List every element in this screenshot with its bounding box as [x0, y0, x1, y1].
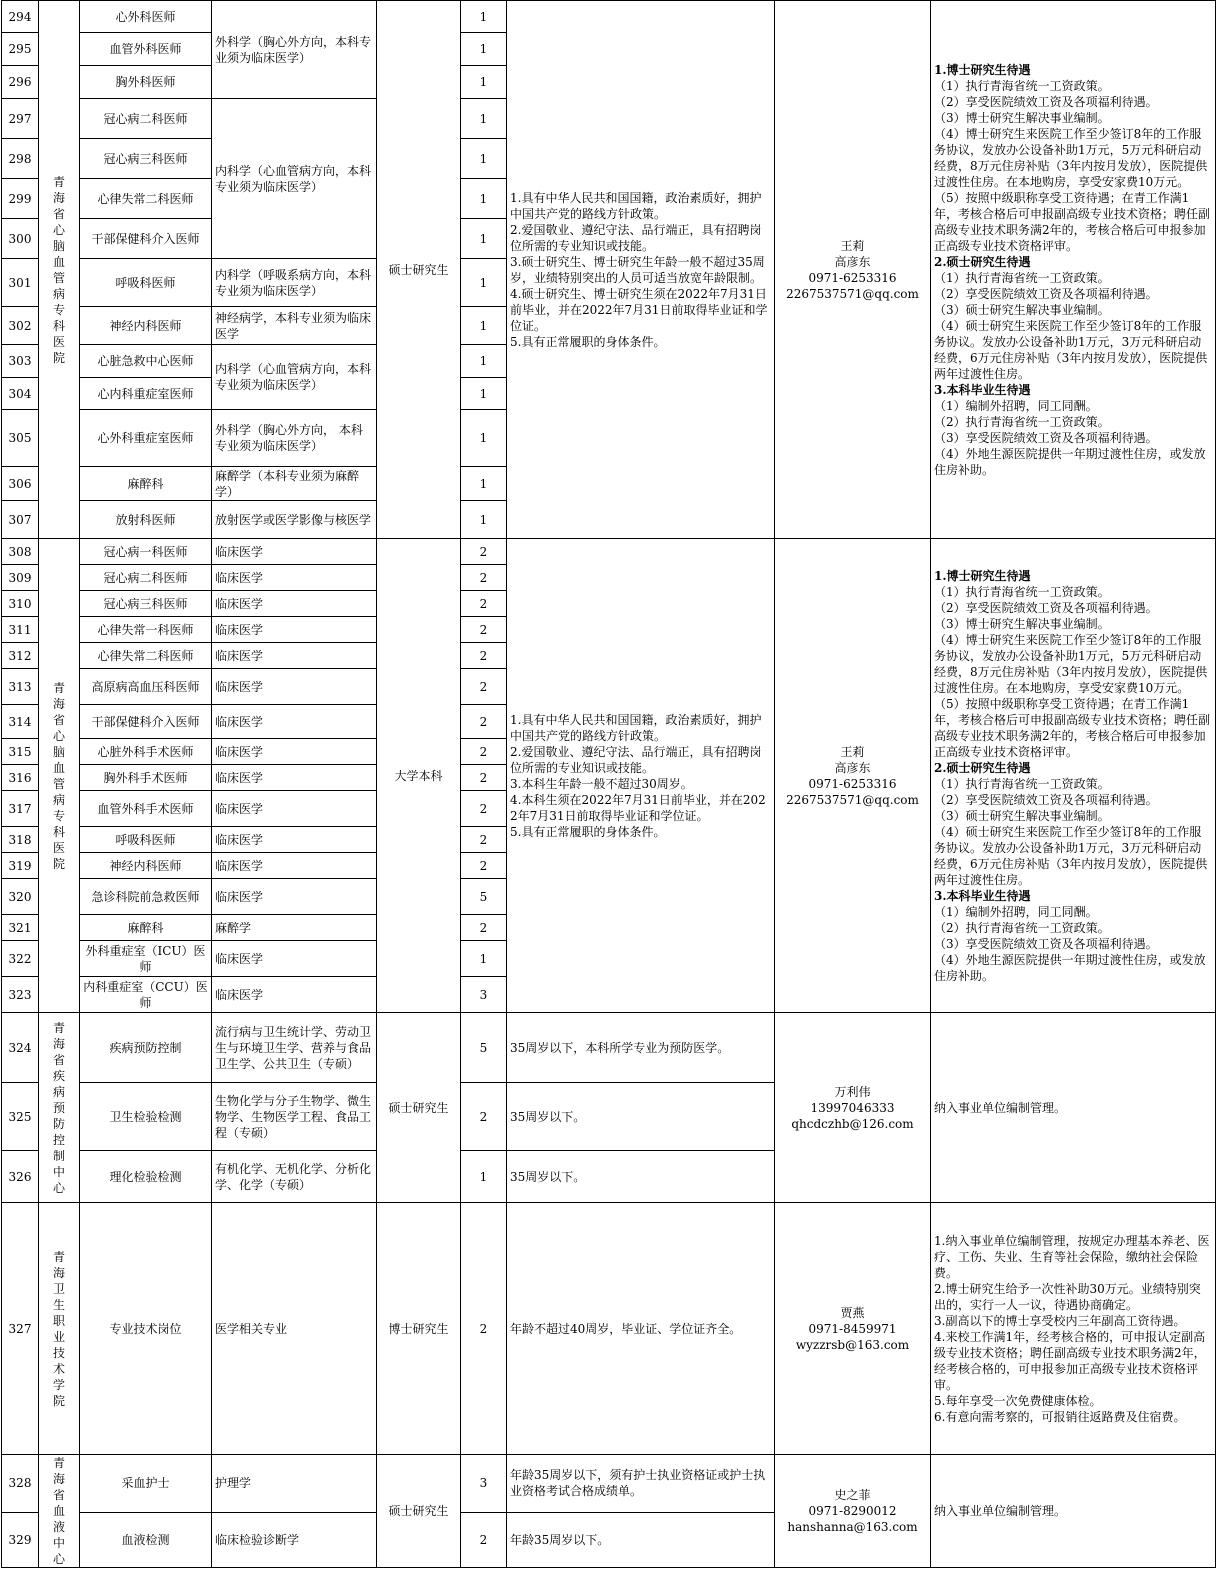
benefit-heading: 3.本科毕业生待遇: [934, 382, 1031, 397]
unit-name: 青 海 省 血 液 中 心: [39, 1455, 80, 1568]
row-number: 316: [2, 765, 39, 791]
post-name: 冠心病一科医师: [80, 539, 212, 565]
other-requirements: 35周岁以下。: [507, 1151, 775, 1203]
table-row: [2, 1, 1216, 33]
contact-line: 0971-6253316: [808, 270, 897, 285]
benefit-item: （3）博士研究生解决事业编制。: [934, 616, 1110, 631]
row-number: 307: [2, 501, 39, 539]
benefit-item: （1）编制外招聘，同工同酬。: [934, 398, 1098, 413]
headcount: 1: [461, 467, 507, 501]
benefit-item: （2）执行青海省统一工资政策。: [934, 414, 1110, 429]
contact-line: 2267537571@qq.com: [786, 286, 919, 301]
benefit-item: （5）按照中级职称享受工资待遇；在青工作满1年，考核合格后可申报副高级专业技术资格；聘任副高级专业技术职务满2年的，考核合格后可申报参加正高级专业技术资格评审。: [934, 696, 1211, 759]
post-name: 心律失常二科医师: [80, 179, 212, 219]
major-requirement: 临床医学: [212, 739, 377, 765]
benefits: 纳入事业单位编制管理。: [931, 1013, 1216, 1203]
headcount: 1: [461, 501, 507, 539]
post-name: 心脏外科手术医师: [80, 739, 212, 765]
education-level: 博士研究生: [377, 1203, 461, 1455]
post-name: 心律失常一科医师: [80, 617, 212, 643]
benefit-item: （4）硕士研究生来医院工作至少签订8年的工作服务协议。发放办公设备补助1万元，3万元科研启动经费，6万元住房补贴（3年内按月发放），医院提供两年过渡性住房。: [934, 318, 1208, 381]
row-number: 328: [2, 1455, 39, 1513]
headcount: 2: [461, 591, 507, 617]
row-number: 301: [2, 259, 39, 307]
contact-line: 贾燕: [840, 1305, 865, 1320]
post-name: 急诊科院前急救医师: [80, 879, 212, 915]
row-number: 313: [2, 669, 39, 705]
major-requirement: 临床医学: [212, 565, 377, 591]
table-row: [2, 1455, 1216, 1513]
benefit-item: （3）硕士研究生解决事业编制。: [934, 808, 1110, 823]
headcount: 1: [461, 1, 507, 33]
row-number: 306: [2, 467, 39, 501]
requirement-line: 5.具有正常履职的身体条件。: [510, 824, 666, 839]
contact-line: 2267537571@qq.com: [786, 792, 919, 807]
row-number: 310: [2, 591, 39, 617]
row-number: 321: [2, 915, 39, 941]
benefit-line: 5.每年享受一次免费健康体检。: [934, 1393, 1102, 1408]
major-requirement: 放射医学或医学影像与核医学: [212, 501, 377, 539]
major-requirement: 临床医学: [212, 879, 377, 915]
major-requirement: 生物化学与分子生物学、微生物学、生物医学工程、食品工程（专硕）: [212, 1083, 377, 1151]
post-name: 疾病预防控制: [80, 1013, 212, 1083]
headcount: 2: [461, 669, 507, 705]
post-name: 麻醉科: [80, 915, 212, 941]
major-requirement: 神经病学，本科专业须为临床医学: [212, 307, 377, 345]
major-requirement: 流行病与卫生统计学、劳动卫生与环境卫生学、营养与食品卫生学、公共卫生（专硕）: [212, 1013, 377, 1083]
headcount: 2: [461, 565, 507, 591]
row-number: 312: [2, 643, 39, 669]
contact-line: qhcdczhb@126.com: [791, 1116, 914, 1131]
major-requirement: 医学相关专业: [212, 1203, 377, 1455]
post-name: 干部保健科介入医师: [80, 219, 212, 259]
post-name: 血液检测: [80, 1512, 212, 1567]
row-number: 329: [2, 1512, 39, 1567]
headcount: 1: [461, 941, 507, 977]
row-number: 320: [2, 879, 39, 915]
benefit-heading: 1.博士研究生待遇: [934, 62, 1031, 77]
major-requirement: 临床医学: [212, 643, 377, 669]
headcount: 2: [461, 827, 507, 853]
major-requirement: 临床医学: [212, 791, 377, 827]
row-number: 303: [2, 345, 39, 378]
unit-name: 青 海 卫 生 职 业 技 术 学 院: [39, 1203, 80, 1455]
major-requirement: 临床医学: [212, 539, 377, 565]
contact-line: 万利伟: [834, 1084, 871, 1099]
row-number: 317: [2, 791, 39, 827]
row-number: 294: [2, 1, 39, 33]
row-number: 315: [2, 739, 39, 765]
major-requirement: 临床医学: [212, 705, 377, 739]
row-number: 327: [2, 1203, 39, 1455]
contact-info: [775, 539, 931, 1013]
table-row: [2, 539, 1216, 565]
benefit-item: （2）享受医院绩效工资及各项福利待遇。: [934, 286, 1158, 301]
row-number: 296: [2, 66, 39, 99]
contact-info: [775, 1, 931, 539]
benefit-item: （4）博士研究生来医院工作至少签订8年的工作服务协议，发放办公设备补助1万元，5万元科研启动经费，8万元住房补贴（3年内按月发放），医院提供过渡性住房。在本地购房，享受安家费10万元。: [934, 632, 1208, 695]
requirement-line: 2.爱国敬业、遵纪守法、品行端正，具有招聘岗位所需的专业知识或技能。: [510, 744, 762, 775]
education-level: 硕士研究生: [377, 1455, 461, 1568]
benefit-line: 2.博士研究生给予一次性补助30万元。业绩特别突出的，实行一人一议，待遇协商确定。: [934, 1281, 1201, 1312]
headcount: 1: [461, 378, 507, 410]
post-name: 呼吸科医师: [80, 827, 212, 853]
post-name: 心外科重症室医师: [80, 410, 212, 467]
post-name: 心脏急救中心医师: [80, 345, 212, 378]
row-number: 314: [2, 705, 39, 739]
row-number: 323: [2, 977, 39, 1013]
benefit-item: （4）外地生源医院提供一年期过渡性住房，或发放住房补助。: [934, 446, 1206, 477]
contact-line: 0971-8459971: [808, 1321, 897, 1336]
major-requirement: 内科学（心血管病方向，本科专业须为临床医学）: [212, 345, 377, 410]
headcount: 1: [461, 99, 507, 139]
headcount: 2: [461, 853, 507, 879]
benefit-line: 4.来校工作满1年，经考核合格的，可申报认定副高级专业技术资格；聘任副高级专业技术职务满2年，经考核合格的，可申报参加正高级专业技术资格评审。: [934, 1329, 1206, 1392]
post-name: 心律失常二科医师: [80, 643, 212, 669]
table-row: [2, 1013, 1216, 1083]
headcount: 2: [461, 1512, 507, 1567]
post-name: 麻醉科: [80, 467, 212, 501]
recruitment-table: [1, 0, 1216, 1568]
row-number: 295: [2, 33, 39, 66]
row-number: 309: [2, 565, 39, 591]
unit-name: 青 海 省 心 脑 血 管 病 专 科 医 院: [39, 1, 80, 539]
headcount: 5: [461, 1013, 507, 1083]
requirement-line: 1.具有中华人民共和国国籍，政治素质好，拥护中国共产党的路线方针政策。: [510, 712, 762, 743]
requirement-line: 3.本科生年龄一般不超过30周岁。: [510, 776, 693, 791]
contact-line: 13997046333: [810, 1100, 895, 1115]
other-requirements: 年龄35周岁以下。: [507, 1512, 775, 1567]
benefit-item: （1）编制外招聘，同工同酬。: [934, 904, 1098, 919]
post-name: 冠心病三科医师: [80, 591, 212, 617]
post-name: 冠心病二科医师: [80, 565, 212, 591]
benefit-item: （1）执行青海省统一工资政策。: [934, 776, 1110, 791]
post-name: 神经内科医师: [80, 307, 212, 345]
contact-line: 高彦东: [834, 254, 871, 269]
major-requirement: 临床医学: [212, 617, 377, 643]
benefit-item: （1）执行青海省统一工资政策。: [934, 78, 1110, 93]
headcount: 1: [461, 219, 507, 259]
benefit-item: （2）享受医院绩效工资及各项福利待遇。: [934, 94, 1158, 109]
major-requirement: 临床医学: [212, 591, 377, 617]
major-requirement: 临床检验诊断学: [212, 1512, 377, 1567]
major-requirement: 临床医学: [212, 827, 377, 853]
major-requirement: 外科学（胸心外方向， 本科专业须为临床医学）: [212, 410, 377, 467]
major-requirement: 外科学（胸心外方向，本科专业须为临床医学）: [212, 1, 377, 99]
post-name: 心内科重症室医师: [80, 378, 212, 410]
contact-line: 王莉: [840, 238, 865, 253]
contact-line: 高彦东: [834, 760, 871, 775]
benefits: [931, 539, 1216, 1013]
benefit-line: 1.纳入事业单位编制管理，按规定办理基本养老、医疗、工伤、失业、生育等社会保险，缴纳社会保险费。: [934, 1233, 1210, 1280]
headcount: 2: [461, 643, 507, 669]
contact-line: 0971-6253316: [808, 776, 897, 791]
headcount: 5: [461, 879, 507, 915]
benefit-line: 6.有意向需考察的，可报销往返路费及住宿费。: [934, 1409, 1186, 1424]
requirement-line: 5.具有正常履职的身体条件。: [510, 334, 666, 349]
row-number: 326: [2, 1151, 39, 1203]
post-name: 高原病高血压科医师: [80, 669, 212, 705]
post-name: 采血护士: [80, 1455, 212, 1513]
contact-info: [775, 1455, 931, 1568]
post-name: 冠心病二科医师: [80, 99, 212, 139]
other-requirements: [507, 1, 775, 539]
row-number: 325: [2, 1083, 39, 1151]
contact-line: 史之菲: [834, 1488, 871, 1502]
benefit-item: （4）博士研究生来医院工作至少签订8年的工作服务协议，发放办公设备补助1万元，5万元科研启动经费，8万元住房补贴（3年内按月发放），医院提供过渡性住房。在本地购房，享受安家费10万元。: [934, 126, 1208, 189]
row-number: 308: [2, 539, 39, 565]
row-number: 299: [2, 179, 39, 219]
major-requirement: 麻醉学: [212, 915, 377, 941]
headcount: 1: [461, 139, 507, 179]
headcount: 1: [461, 410, 507, 467]
headcount: 2: [461, 1083, 507, 1151]
headcount: 2: [461, 1203, 507, 1455]
row-number: 302: [2, 307, 39, 345]
other-requirements: 年龄不超过40周岁，毕业证、学位证齐全。: [507, 1203, 775, 1455]
major-requirement: 临床医学: [212, 669, 377, 705]
headcount: 2: [461, 765, 507, 791]
benefit-heading: 3.本科毕业生待遇: [934, 888, 1031, 903]
contact-info: [775, 1013, 931, 1203]
contact-line: hanshanna@163.com: [787, 1520, 918, 1534]
benefit-heading: 1.博士研究生待遇: [934, 568, 1031, 583]
benefit-item: （4）硕士研究生来医院工作至少签订8年的工作服务协议。发放办公设备补助1万元，3万元科研启动经费，6万元住房补贴（3年内按月发放），医院提供两年过渡性住房。: [934, 824, 1208, 887]
benefit-item: （3）享受医院绩效工资及各项福利待遇。: [934, 936, 1158, 951]
post-name: 胸外科手术医师: [80, 765, 212, 791]
row-number: 322: [2, 941, 39, 977]
post-name: 血管外科手术医师: [80, 791, 212, 827]
benefit-heading: 2.硕士研究生待遇: [934, 760, 1031, 775]
headcount: 1: [461, 345, 507, 378]
contact-line: 0971-8290012: [808, 1504, 897, 1518]
benefits: [931, 1203, 1216, 1455]
major-requirement: 临床医学: [212, 941, 377, 977]
row-number: 319: [2, 853, 39, 879]
major-requirement: 有机化学、无机化学、分析化学、化学（专硕）: [212, 1151, 377, 1203]
major-requirement: 临床医学: [212, 765, 377, 791]
headcount: 3: [461, 977, 507, 1013]
other-requirements: 35周岁以下，本科所学专业为预防医学。: [507, 1013, 775, 1083]
post-name: 专业技术岗位: [80, 1203, 212, 1455]
major-requirement: 内科学（呼吸系病方向，本科专业须为临床医学）: [212, 259, 377, 307]
benefit-item: （3）享受医院绩效工资及各项福利待遇。: [934, 430, 1158, 445]
post-name: 内科重症室（CCU）医师: [80, 977, 212, 1013]
headcount: 1: [461, 259, 507, 307]
row-number: 311: [2, 617, 39, 643]
benefits: [931, 1, 1216, 539]
post-name: 呼吸科医师: [80, 259, 212, 307]
major-requirement: 内科学（心血管病方向，本科专业须为临床医学）: [212, 99, 377, 259]
post-name: 放射科医师: [80, 501, 212, 539]
benefit-item: （1）执行青海省统一工资政策。: [934, 270, 1110, 285]
headcount: 2: [461, 915, 507, 941]
row-number: 300: [2, 219, 39, 259]
other-requirements: [507, 539, 775, 1013]
benefit-item: （3）博士研究生解决事业编制。: [934, 110, 1110, 125]
major-requirement: 临床医学: [212, 977, 377, 1013]
other-requirements: 年龄35周岁以下，须有护士执业资格证或护士执业资格考试合格成绩单。: [507, 1455, 775, 1513]
post-name: 外科重症室（ICU）医师: [80, 941, 212, 977]
headcount: 1: [461, 1151, 507, 1203]
post-name: 理化检验检测: [80, 1151, 212, 1203]
headcount: 2: [461, 539, 507, 565]
headcount: 1: [461, 33, 507, 66]
contact-line: 王莉: [840, 744, 865, 759]
benefit-item: （5）按照中级职称享受工资待遇；在青工作满1年，考核合格后可申报副高级专业技术资格；聘任副高级专业技术职务满2年的，考核合格后可申报参加正高级专业技术资格评审。: [934, 190, 1211, 253]
requirement-line: 4.本科生须在2022年7月31日前毕业，并在2022年7月31日前取得毕业证和学位证。: [510, 792, 766, 823]
unit-name: 青 海 省 疾 病 预 防 控 制 中 心: [39, 1013, 80, 1203]
headcount: 1: [461, 179, 507, 219]
education-level: 大学本科: [377, 539, 461, 1013]
other-requirements: 35周岁以下。: [507, 1083, 775, 1151]
contact-info: [775, 1203, 931, 1455]
post-name: 神经内科医师: [80, 853, 212, 879]
row-number: 305: [2, 410, 39, 467]
contact-line: wyzzrsb@163.com: [795, 1337, 910, 1352]
major-requirement: 护理学: [212, 1455, 377, 1513]
row-number: 304: [2, 378, 39, 410]
benefit-item: （2）享受医院绩效工资及各项福利待遇。: [934, 600, 1158, 615]
benefit-item: （1）执行青海省统一工资政策。: [934, 584, 1110, 599]
row-number: 318: [2, 827, 39, 853]
post-name: 血管外科医师: [80, 33, 212, 66]
education-level: 硕士研究生: [377, 1013, 461, 1203]
unit-name: 青 海 省 心 脑 血 管 病 专 科 医 院: [39, 539, 80, 1013]
post-name: 胸外科医师: [80, 66, 212, 99]
headcount: 3: [461, 1455, 507, 1513]
requirement-line: 3.硕士研究生、博士研究生年龄一般不超过35周岁，业绩特别突出的人员可适当放宽年龄限制。: [510, 254, 765, 285]
education-level: 硕士研究生: [377, 1, 461, 539]
row-number: 297: [2, 99, 39, 139]
benefit-item: （2）享受医院绩效工资及各项福利待遇。: [934, 792, 1158, 807]
headcount: 1: [461, 307, 507, 345]
major-requirement: 麻醉学（本科专业须为麻醉学）: [212, 467, 377, 501]
table-row: [2, 1203, 1216, 1455]
headcount: 2: [461, 739, 507, 765]
benefits: 纳入事业单位编制管理。: [931, 1455, 1216, 1568]
post-name: 干部保健科介入医师: [80, 705, 212, 739]
benefit-line: 3.副高以下的博士享受校内三年副高工资待遇。: [934, 1313, 1186, 1328]
major-requirement: 临床医学: [212, 853, 377, 879]
headcount: 2: [461, 705, 507, 739]
row-number: 298: [2, 139, 39, 179]
benefit-heading: 2.硕士研究生待遇: [934, 254, 1031, 269]
benefit-item: （2）执行青海省统一工资政策。: [934, 920, 1110, 935]
post-name: 卫生检验检测: [80, 1083, 212, 1151]
requirement-line: 2.爱国敬业、遵纪守法、品行端正，具有招聘岗位所需的专业知识或技能。: [510, 222, 762, 253]
headcount: 2: [461, 791, 507, 827]
row-number: 324: [2, 1013, 39, 1083]
benefit-item: （4）外地生源医院提供一年期过渡性住房，或发放住房补助。: [934, 952, 1206, 983]
headcount: 1: [461, 66, 507, 99]
headcount: 2: [461, 617, 507, 643]
post-name: 冠心病三科医师: [80, 139, 212, 179]
requirement-line: 4.硕士研究生、博士研究生须在2022年7月31日前毕业，并在2022年7月31日前取得毕业证和学位证。: [510, 286, 768, 333]
post-name: 心外科医师: [80, 1, 212, 33]
benefit-item: （3）硕士研究生解决事业编制。: [934, 302, 1110, 317]
requirement-line: 1.具有中华人民共和国国籍，政治素质好，拥护中国共产党的路线方针政策。: [510, 190, 762, 221]
